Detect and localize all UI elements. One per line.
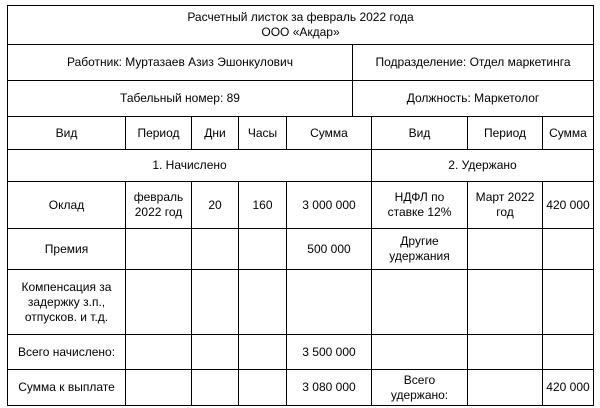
section-accrued: 1. Начислено <box>8 150 372 182</box>
cell-accrual-amount: 3 000 000 <box>287 182 372 229</box>
cell-deduction-amount: 420 000 <box>543 182 594 229</box>
cell-accrual-period <box>126 335 192 370</box>
cell-accrual-period: февраль 2022 год <box>126 182 192 229</box>
column-header-row <box>8 117 594 150</box>
cell-deduction-period <box>468 370 543 406</box>
cell-accrual-type: Сумма к выплате <box>8 370 126 406</box>
cell-accrual-period <box>126 270 192 335</box>
cell-days <box>192 370 239 406</box>
cell-deduction-type: НДФЛ по ставке 12% <box>372 182 468 229</box>
cell-accrual-amount <box>287 270 372 335</box>
cell-hours <box>239 370 287 406</box>
payslip-main-table <box>7 116 594 406</box>
employee-cell: Работник: Муртазаев Азиз Эшонкулович <box>8 45 353 81</box>
cell-deduction-amount <box>543 335 594 370</box>
cell-deduction-period: Март 2022 год <box>468 182 543 229</box>
payslip-title: Расчетный листок за февраль 2022 года <box>187 10 414 24</box>
header-deduction-period: Период <box>468 117 543 150</box>
table-row-salary <box>8 182 594 229</box>
personnel-number-cell: Табельный номер: 89 <box>8 81 353 117</box>
payslip-title-cell <box>8 6 594 45</box>
header-accrual-type: Вид <box>8 117 126 150</box>
payslip-header-table <box>7 5 594 117</box>
section-row <box>8 150 594 182</box>
cell-accrual-type: Премия <box>8 229 126 270</box>
cell-accrual-amount: 3 500 000 <box>287 335 372 370</box>
cell-hours <box>239 335 287 370</box>
cell-accrual-period <box>126 370 192 406</box>
cell-accrual-amount: 500 000 <box>287 229 372 270</box>
header-accrual-period: Период <box>126 117 192 150</box>
cell-days: 20 <box>192 182 239 229</box>
section-withheld: 2. Удержано <box>372 150 594 182</box>
header-accrual-amount: Сумма <box>287 117 372 150</box>
cell-days <box>192 270 239 335</box>
cell-accrual-amount: 3 080 000 <box>287 370 372 406</box>
cell-deduction-type <box>372 270 468 335</box>
cell-deduction-amount <box>543 270 594 335</box>
table-row-compensation <box>8 270 594 335</box>
header-hours: Часы <box>239 117 287 150</box>
header-deduction-amount: Сумма <box>543 117 594 150</box>
cell-accrual-type: Компенсация за задержку з.п., отпусков. и т.д. <box>8 270 126 335</box>
header-deduction-type: Вид <box>372 117 468 150</box>
cell-days <box>192 229 239 270</box>
cell-hours: 160 <box>239 182 287 229</box>
cell-hours <box>239 229 287 270</box>
company-name: ООО «Акдар» <box>261 25 340 39</box>
department-cell: Подразделение: Отдел маркетинга <box>353 45 594 81</box>
cell-deduction-amount <box>543 229 594 270</box>
cell-deduction-type: Всего удержано: <box>372 370 468 406</box>
payslip-document <box>7 5 593 408</box>
cell-deduction-period <box>468 335 543 370</box>
cell-deduction-amount: 420 000 <box>543 370 594 406</box>
cell-accrual-type: Всего начислено: <box>8 335 126 370</box>
position-cell: Должность: Маркетолог <box>353 81 594 117</box>
cell-deduction-type: Другие удержания <box>372 229 468 270</box>
table-row-bonus <box>8 229 594 270</box>
header-days: Дни <box>192 117 239 150</box>
cell-accrual-type: Оклад <box>8 182 126 229</box>
cell-deduction-period <box>468 270 543 335</box>
cell-deduction-period <box>468 229 543 270</box>
cell-accrual-period <box>126 229 192 270</box>
table-row-total-accrued <box>8 335 594 370</box>
cell-deduction-type <box>372 335 468 370</box>
table-row-payout <box>8 370 594 406</box>
cell-hours <box>239 270 287 335</box>
cell-days <box>192 335 239 370</box>
